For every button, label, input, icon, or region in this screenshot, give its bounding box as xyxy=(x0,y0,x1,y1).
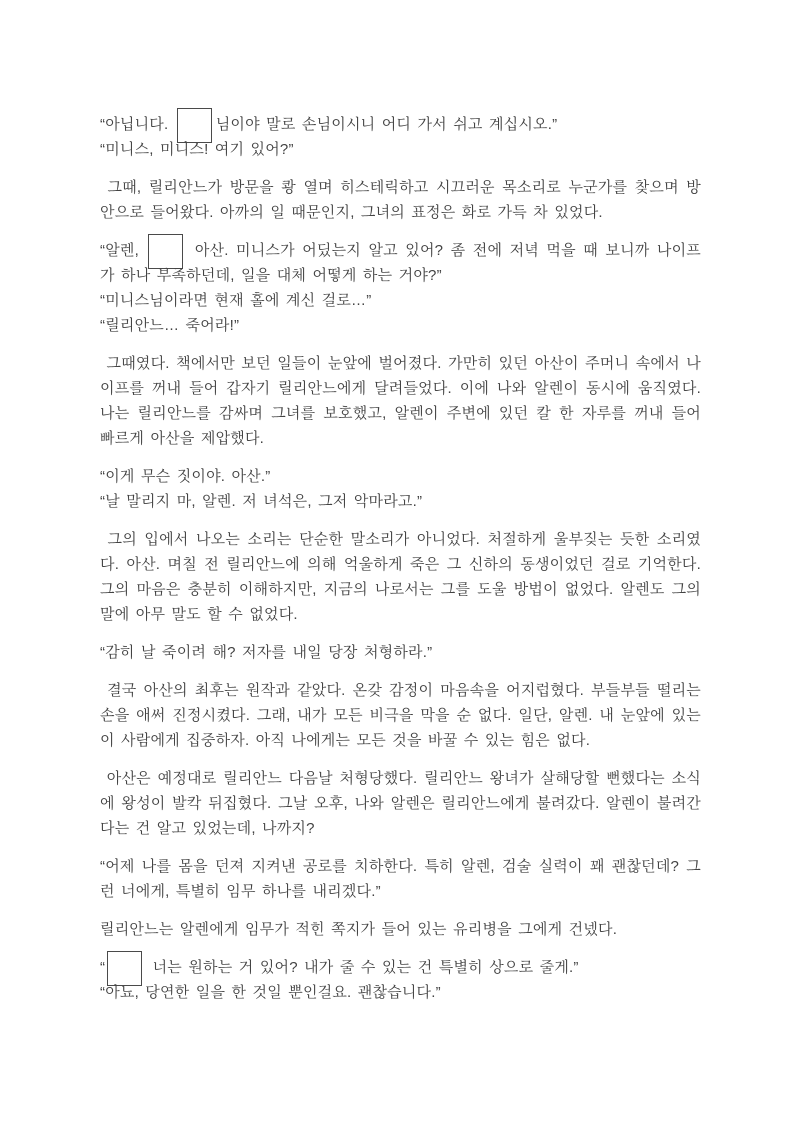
narration-paragraph xyxy=(100,917,701,942)
dialogue-paragraph xyxy=(100,238,701,288)
text-run: 그때, 릴리안느가 방문을 쾅 열며 히스테릭하고 시끄러운 목소리로 누군가를 찾으며 방 안으로 들어왔다. 아까의 일 때문인지, 그녀의 표정은 화로 가득 차 있었다. xyxy=(100,179,708,221)
blank-line xyxy=(100,942,701,955)
text-run: “날 말리지 마, 알렌. 저 녀석은, 그저 악마라고.” xyxy=(100,493,423,510)
blank-line xyxy=(100,451,701,464)
text-run: 너는 원하는 거 있어? 내가 줄 수 있는 건 특별히 상으로 줄게.” xyxy=(146,959,579,976)
blank-line xyxy=(100,514,701,527)
blank-line xyxy=(100,841,701,854)
blank-line xyxy=(100,753,701,766)
document-body xyxy=(100,112,708,1005)
text-run: 님이야 말로 손님이시니 어디 가서 쉬고 계십시오.” xyxy=(215,116,558,133)
blank-line xyxy=(100,627,701,640)
text-run: 결국 아산의 최후는 원작과 같았다. 온갖 감정이 마음속을 어지럽혔다. 부들부들 떨리는 손을 애써 진정시켰다. 그래, 내가 모든 비극을 막을 순 없다. 일단, 알렌. 내 눈앞에 있는 이 사람에게 집중하자. 아직 나에게는 모든 것을 바꿀 수 있는 힘은 없다. xyxy=(100,682,708,749)
narration-paragraph xyxy=(100,766,701,841)
redacted-name-box xyxy=(148,234,183,269)
text-run: “감히 날 죽이려 해? 저자를 내일 당장 처형하라.” xyxy=(100,644,433,661)
text-run: 그때였다. 책에서만 보던 일들이 눈앞에 벌어졌다. 가만히 있던 아산이 주머니 속에서 나이프를 꺼내 들어 갑자기 릴리안느에게 달려들었다. 이에 나와 알렌이 동시에 움직였다. 나는 릴리안느를 감싸며 그녀를 보호했고, 알렌이 주변에 있던 칼 한 자루를 꺼내 들어 빠르게 아산을 제압했다. xyxy=(100,355,708,447)
text-run: 릴리안느는 알렌에게 임무가 적힌 쪽지가 들어 있는 유리병을 그에게 건넸다. xyxy=(100,921,618,938)
blank-line xyxy=(100,904,701,917)
blank-line xyxy=(100,338,701,351)
text-run: “미니스, 미니스! 여기 있어?” xyxy=(100,141,294,158)
text-run: “이게 무슨 짓이야. 아산.” xyxy=(100,468,271,485)
text-run: “ xyxy=(100,959,106,976)
dialogue-paragraph xyxy=(100,980,701,1005)
text-run: “아닙니다. xyxy=(100,116,175,133)
narration-paragraph xyxy=(100,678,708,753)
blank-line xyxy=(100,162,701,175)
text-run: 아산은 예정대로 릴리안느 다음날 처형당했다. 릴리안느 왕녀가 살해당할 뻔했다는 소식에 왕성이 발칵 뒤집혔다. 그날 오후, 나와 알렌은 릴리안느에게 불려갔다. 알렌이 불려간다는 건 알고 있었는데, 나까지? xyxy=(100,770,701,837)
blank-line xyxy=(100,225,701,238)
dialogue-paragraph xyxy=(100,137,701,162)
narration-paragraph xyxy=(100,527,708,627)
text-run: 그의 입에서 나오는 소리는 단순한 말소리가 아니었다. 처절하게 울부짖는 듯한 소리였다. 아산. 며칠 전 릴리안느에 의해 억울하게 죽은 그 신하의 동생이었던 걸로 기억한다. 그의 마음은 충분히 이해하지만, 지금의 나로서는 그를 도울 방법이 없었다. 알렌도 그의 말에 아무 말도 할 수 없었다. xyxy=(100,531,708,623)
dialogue-paragraph xyxy=(100,464,701,489)
narration-paragraph xyxy=(100,351,708,451)
dialogue-paragraph xyxy=(100,313,701,338)
dialogue-paragraph xyxy=(100,854,701,904)
narration-paragraph xyxy=(100,175,708,225)
dialogue-paragraph xyxy=(100,955,701,980)
text-run: 아산. 미니스가 어딨는지 알고 있어? 좀 전에 저녁 먹을 때 보니까 나이프가 하나 부족하던데, 일을 대체 어떻게 하는 거야?” xyxy=(100,242,701,284)
text-run: “아뇨, 당연한 일을 한 것일 뿐인걸요. 괜찮습니다.” xyxy=(100,984,441,1001)
text-run: “릴리안느… 죽어라!” xyxy=(100,317,240,334)
text-run: “알렌, xyxy=(100,242,147,259)
text-run: “미니스님이라면 현재 홀에 계신 걸로…” xyxy=(100,292,372,309)
dialogue-paragraph xyxy=(100,112,701,137)
dialogue-paragraph xyxy=(100,288,701,313)
blank-line xyxy=(100,665,701,678)
dialogue-paragraph xyxy=(100,489,701,514)
dialogue-paragraph xyxy=(100,640,701,665)
text-run: “어제 나를 몸을 던져 지켜낸 공로를 치하한다. 특히 알렌, 검술 실력이 꽤 괜찮던데? 그런 너에게, 특별히 임무 하나를 내리겠다.” xyxy=(100,858,701,900)
